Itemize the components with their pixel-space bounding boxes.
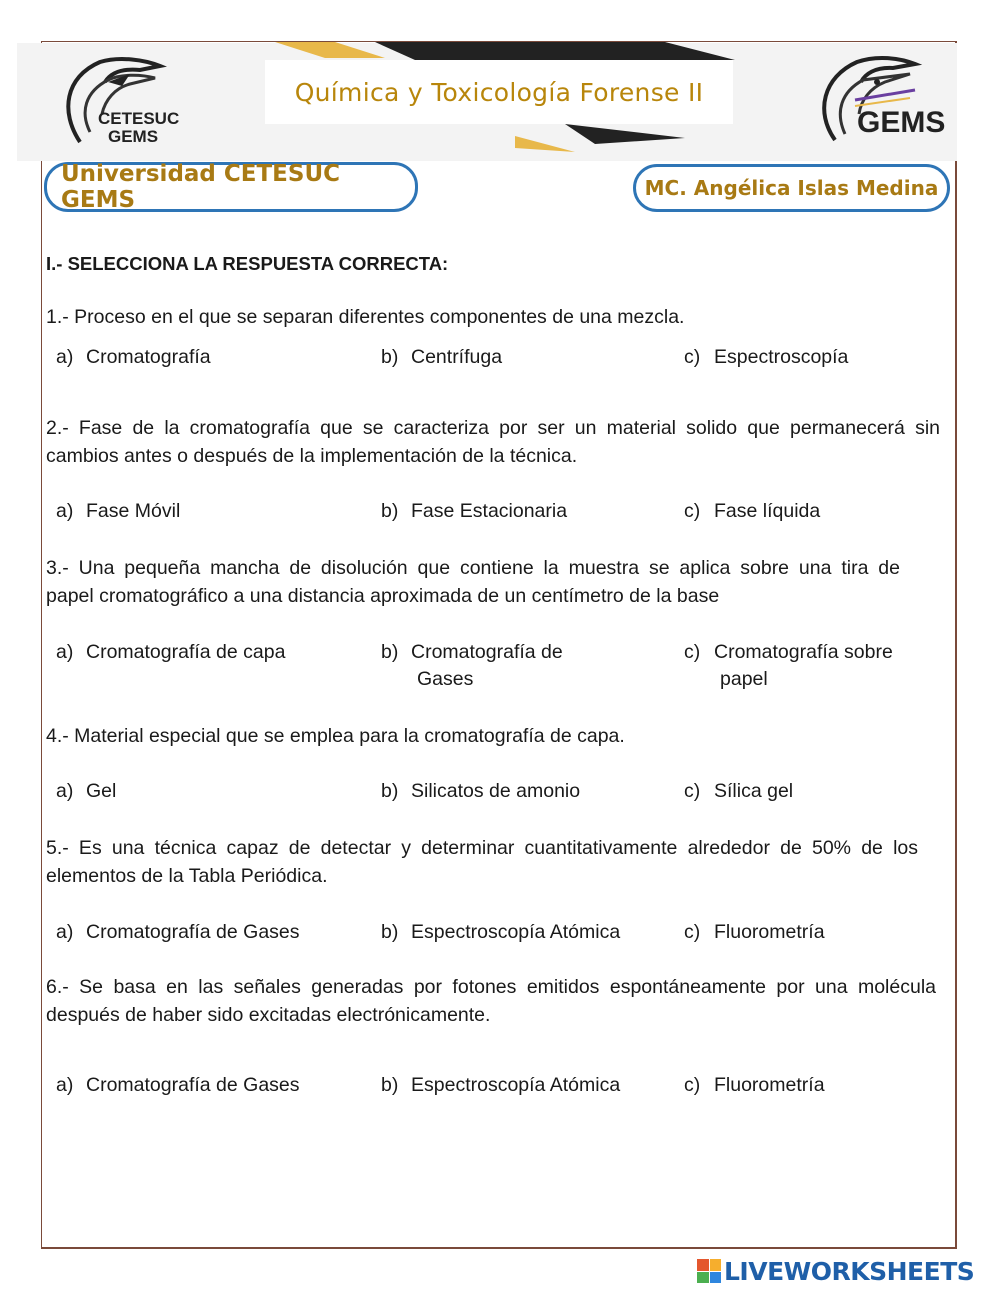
option-text: Gel bbox=[86, 780, 117, 802]
q2-option-c[interactable] bbox=[684, 498, 820, 525]
option-text: Fase líquida bbox=[714, 500, 821, 522]
option-letter: b) bbox=[381, 921, 399, 943]
logo-text-gems-right: GEMS bbox=[857, 106, 945, 139]
question-1: 1.- Proceso en el que se separan diferentes componentes de una mezcla. bbox=[46, 306, 685, 328]
option-text: Cromatografía bbox=[86, 346, 211, 368]
option-text: Fluorometría bbox=[714, 1074, 825, 1096]
liveworksheets-icon bbox=[697, 1259, 721, 1283]
option-text-line-2: papel bbox=[720, 668, 768, 690]
institution-name: Universidad CETESUC GEMS bbox=[61, 161, 341, 213]
liveworksheets-logo bbox=[697, 1257, 974, 1285]
option-letter: a) bbox=[56, 921, 74, 943]
option-text: Sílica gel bbox=[714, 780, 794, 802]
q5-option-a[interactable] bbox=[56, 919, 300, 946]
q3-option-a[interactable] bbox=[56, 639, 285, 666]
course-title: Química y Toxicología Forense II bbox=[294, 77, 704, 107]
question-2-line-2: cambios antes o después de la implementación de la técnica. bbox=[46, 445, 578, 467]
option-text: Cromatografía de capa bbox=[86, 641, 286, 663]
q1-option-b[interactable] bbox=[381, 344, 502, 371]
cetesuc-gems-logo bbox=[60, 52, 195, 152]
option-letter: c) bbox=[684, 1074, 701, 1096]
option-text: Cromatografía sobre bbox=[714, 641, 893, 663]
section-title: I.- SELECCIONA LA RESPUESTA CORRECTA: bbox=[46, 253, 449, 274]
option-text: Espectroscopía Atómica bbox=[411, 921, 621, 943]
q2-option-b[interactable] bbox=[381, 498, 567, 525]
q5-option-c[interactable] bbox=[684, 919, 825, 946]
q4-option-b[interactable] bbox=[381, 778, 580, 805]
question-2-line-1: 2.- Fase de la cromatografía que se caracteriza por ser un material solido que permanecerá sin bbox=[46, 417, 940, 439]
q4-option-c[interactable] bbox=[684, 778, 793, 805]
question-5 bbox=[46, 834, 918, 890]
option-text: Espectroscopía bbox=[714, 346, 849, 368]
option-letter: b) bbox=[381, 641, 399, 663]
question-3 bbox=[46, 554, 900, 610]
teacher-name: MC. Angélica Islas Medina bbox=[644, 176, 939, 200]
option-letter: b) bbox=[381, 780, 399, 802]
gems-logo bbox=[815, 52, 945, 152]
option-text: Fase Móvil bbox=[86, 500, 181, 522]
q6-option-b[interactable] bbox=[381, 1072, 620, 1099]
option-letter: a) bbox=[56, 641, 74, 663]
option-letter: b) bbox=[381, 1074, 399, 1096]
q6-option-c[interactable] bbox=[684, 1072, 825, 1099]
option-text: Fluorometría bbox=[714, 921, 825, 943]
option-letter: c) bbox=[684, 346, 701, 368]
option-letter: c) bbox=[684, 500, 701, 522]
question-2 bbox=[46, 414, 940, 470]
option-text-line-2: Gases bbox=[417, 668, 474, 690]
q3-option-b[interactable] bbox=[381, 639, 563, 693]
q1-option-a[interactable] bbox=[56, 344, 211, 371]
option-text: Fase Estacionaria bbox=[411, 500, 568, 522]
option-letter: a) bbox=[56, 500, 74, 522]
question-6-line-2: después de haber sido excitadas electrónicamente. bbox=[46, 1004, 491, 1026]
logo-text-gems: GEMS bbox=[108, 127, 159, 146]
question-6 bbox=[46, 973, 936, 1029]
option-letter: b) bbox=[381, 500, 399, 522]
q2-option-a[interactable] bbox=[56, 498, 180, 525]
option-letter: a) bbox=[56, 346, 74, 368]
question-6-line-1: 6.- Se basa en las señales generadas por fotones emitidos espontáneamente por una molécula bbox=[46, 976, 936, 998]
question-3-line-1: 3.- Una pequeña mancha de disolución que contiene la muestra se aplica sobre una tira de bbox=[46, 557, 900, 579]
option-text: Espectroscopía Atómica bbox=[411, 1074, 621, 1096]
option-letter: a) bbox=[56, 1074, 74, 1096]
q1-option-c[interactable] bbox=[684, 344, 848, 371]
course-title-box bbox=[265, 60, 733, 124]
q6-option-a[interactable] bbox=[56, 1072, 300, 1099]
question-5-line-2: elementos de la Tabla Periódica. bbox=[46, 865, 328, 887]
option-letter: a) bbox=[56, 780, 74, 802]
q5-option-b[interactable] bbox=[381, 919, 620, 946]
option-text: Cromatografía de bbox=[411, 641, 563, 663]
institution-pill bbox=[44, 162, 418, 212]
question-5-line-1: 5.- Es una técnica capaz de detectar y determinar cuantitativamente alrededor de 50% de los bbox=[46, 837, 918, 859]
option-text: Cromatografía de Gases bbox=[86, 1074, 300, 1096]
option-letter: c) bbox=[684, 921, 701, 943]
option-letter: c) bbox=[684, 780, 701, 802]
liveworksheets-brand: LIVEWORKSHEETS bbox=[724, 1256, 975, 1286]
option-text: Silicatos de amonio bbox=[411, 780, 581, 802]
option-letter: c) bbox=[684, 641, 701, 663]
option-text: Centrífuga bbox=[411, 346, 503, 368]
question-3-line-2: papel cromatográfico a una distancia aproximada de un centímetro de la base bbox=[46, 585, 720, 607]
q4-option-a[interactable] bbox=[56, 778, 116, 805]
question-4: 4.- Material especial que se emplea para la cromatografía de capa. bbox=[46, 725, 625, 747]
teacher-pill bbox=[633, 164, 950, 212]
option-letter: b) bbox=[381, 346, 399, 368]
q3-option-c[interactable] bbox=[684, 639, 893, 693]
logo-text-cetesuc: CETESUC bbox=[98, 109, 180, 128]
option-text: Cromatografía de Gases bbox=[86, 921, 300, 943]
